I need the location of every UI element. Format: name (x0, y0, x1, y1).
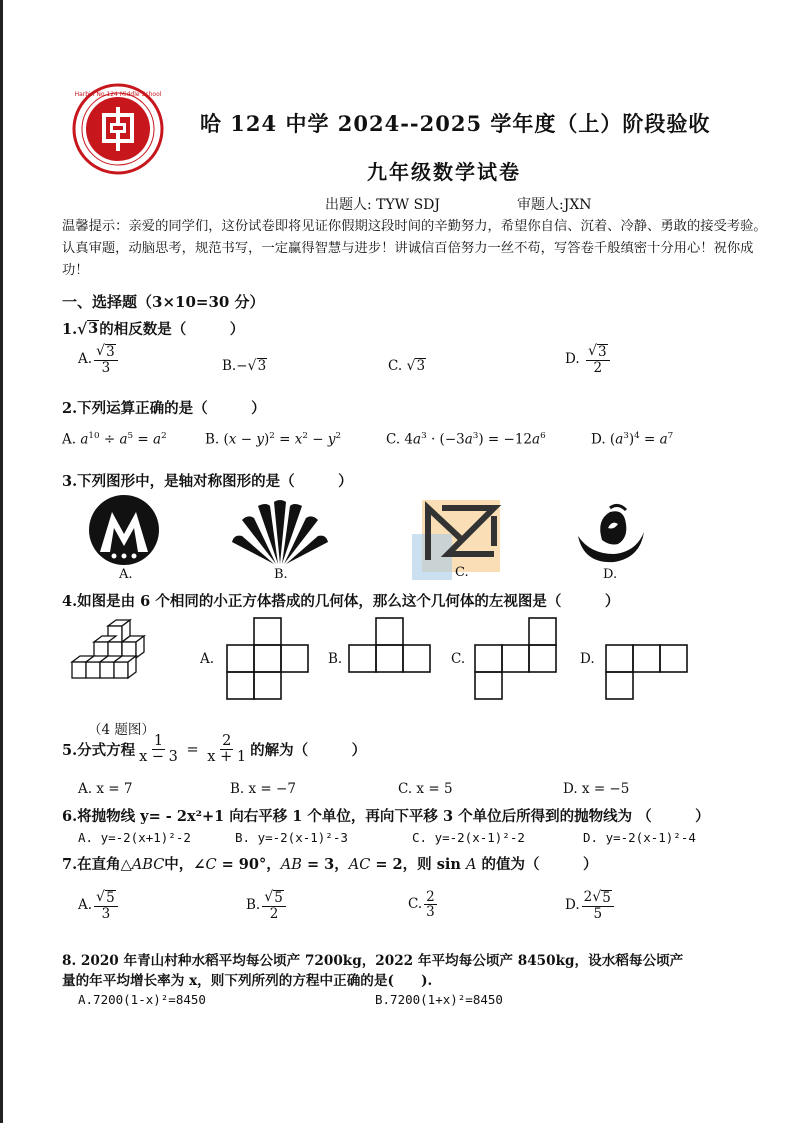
q5-option-c[interactable]: C. x = 5 (398, 781, 453, 797)
q5-option-d[interactable]: D. x = −5 (563, 781, 630, 797)
q8-option-b[interactable]: B.7200(1+x)²=8450 (375, 992, 503, 1007)
q4-cube-figure (66, 618, 162, 698)
q2-option-d[interactable]: D. $(a^3)^4 = a^7$ (591, 431, 674, 448)
q1-option-c[interactable]: C. √ 3 (388, 358, 426, 374)
q2-option-b[interactable]: B. $(x - y)^2 = x^2 - y^2$ (205, 431, 342, 448)
q8-option-a[interactable]: A.7200(1-x)²=8450 (78, 992, 206, 1007)
school-logo (72, 83, 164, 175)
question-7: 7.在直角△ABC中，∠C = 90°，AB = 3，AC = 2，则 sin A 的值为（ ） (62, 856, 598, 873)
q5-option-b[interactable]: B. x = −7 (230, 781, 296, 797)
warm-tip: 温馨提示：亲爱的同学们，这份试卷即将见证你假期这段时间的辛勤努力，希望你自信、沉着、冷静、勇敢的接受考验。认真审题，动脑思考，规范书写，一定赢得智慧与进步！讲诚信百倍努力一丝不苟，写答卷千般缜密十分用心！祝你成功！ (62, 219, 767, 278)
question-1: 1. √ 3 的相反数是（ ） (62, 320, 245, 338)
q6-option-a[interactable]: A. y=-2(x+1)²-2 (78, 830, 191, 845)
setter-line: 出题人: TYW SDJ (325, 197, 441, 213)
q1-option-d[interactable]: D. √ 3 2 (565, 344, 612, 375)
question-8-line2: 量的年平均增长率为 x，则下列所列的方程中正确的是( ). (62, 973, 433, 989)
reviewer-line: 审题人:JXN (517, 197, 592, 213)
question-6: 6.将抛物线 y= - 2x²+1 向右平移 1 个单位，再向下平移 3 个单位后所得到的抛物线为 （ ） (62, 808, 710, 825)
q3-label-d: D. (603, 567, 618, 582)
q6-option-c[interactable]: C. y=-2(x-1)²-2 (412, 830, 525, 845)
q7-option-c[interactable]: C. $\frac{2}{3}$ (408, 889, 435, 921)
q2-option-c[interactable]: C. $4a^3 \cdot (-3a^3) = -12a^6$ (386, 431, 546, 448)
q3-label-a: A. (119, 567, 133, 582)
q4-option-c[interactable] (474, 617, 558, 705)
question-2: 2.下列运算正确的是（ ） (62, 400, 266, 417)
q4-option-d[interactable] (605, 644, 689, 705)
section-heading: 一、选择题（3×10=30 分） (62, 293, 265, 311)
q3-label-b: B. (274, 567, 288, 582)
q5-option-a[interactable]: A. x = 7 (78, 781, 133, 797)
q4-label-d: D. (580, 651, 595, 667)
q4-option-b[interactable] (348, 617, 432, 678)
q4-caption: （4 题图） (88, 722, 155, 738)
q7-option-d[interactable]: D. 2 √ 5 5 (565, 890, 616, 921)
question-5: 5.分式方程 $\frac{1}{x - 3}$ = $\frac{2}{x + 1}$ 的解为（ ） (62, 733, 367, 766)
q6-option-b[interactable]: B. y=-2(x-1)²-3 (235, 830, 348, 845)
q4-label-c: C. (451, 651, 466, 667)
question-3: 3.下列图形中，是轴对称图形的是（ ） (62, 473, 353, 490)
q1-option-b[interactable]: B.− √ 3 (222, 358, 267, 374)
q2-option-a[interactable]: A. $a^{10} \div a^5 = a^2$ (62, 431, 167, 448)
q4-option-a[interactable] (226, 617, 310, 705)
q3-label-c: C. (455, 565, 469, 580)
q4-label-b: B. (328, 651, 343, 667)
question-4: 4.如图是由 6 个相同的小正方体搭成的几何体，那么这个几何体的左视图是（ ） (62, 593, 620, 610)
exam-title: 哈 124 中学 2024--2025 学年度（上）阶段验收 (200, 111, 711, 136)
q3-figure-a[interactable] (88, 494, 160, 570)
q3-figure-b[interactable] (228, 498, 332, 570)
q7-option-a[interactable]: A. √ 5 3 (78, 890, 120, 921)
question-8-line1: 8. 2020 年青山村种水稻平均每公顷产 7200kg，2022 年平均每公顷产 8450kg，设水稻每公顷产 (62, 953, 684, 969)
q6-option-d[interactable]: D. y=-2(x-1)²-4 (583, 830, 696, 845)
page-left-border (0, 0, 3, 1123)
q1-option-a[interactable]: A. √ 3 3 (78, 344, 120, 375)
q3-figure-d[interactable] (574, 500, 646, 570)
exam-subtitle: 九年级数学试卷 (367, 160, 521, 184)
svg-text:Harbin No.124 Middle School: Harbin No.124 Middle School (74, 91, 162, 98)
q4-label-a: A. (200, 651, 215, 667)
q7-option-b[interactable]: B. √ 5 2 (246, 890, 288, 921)
